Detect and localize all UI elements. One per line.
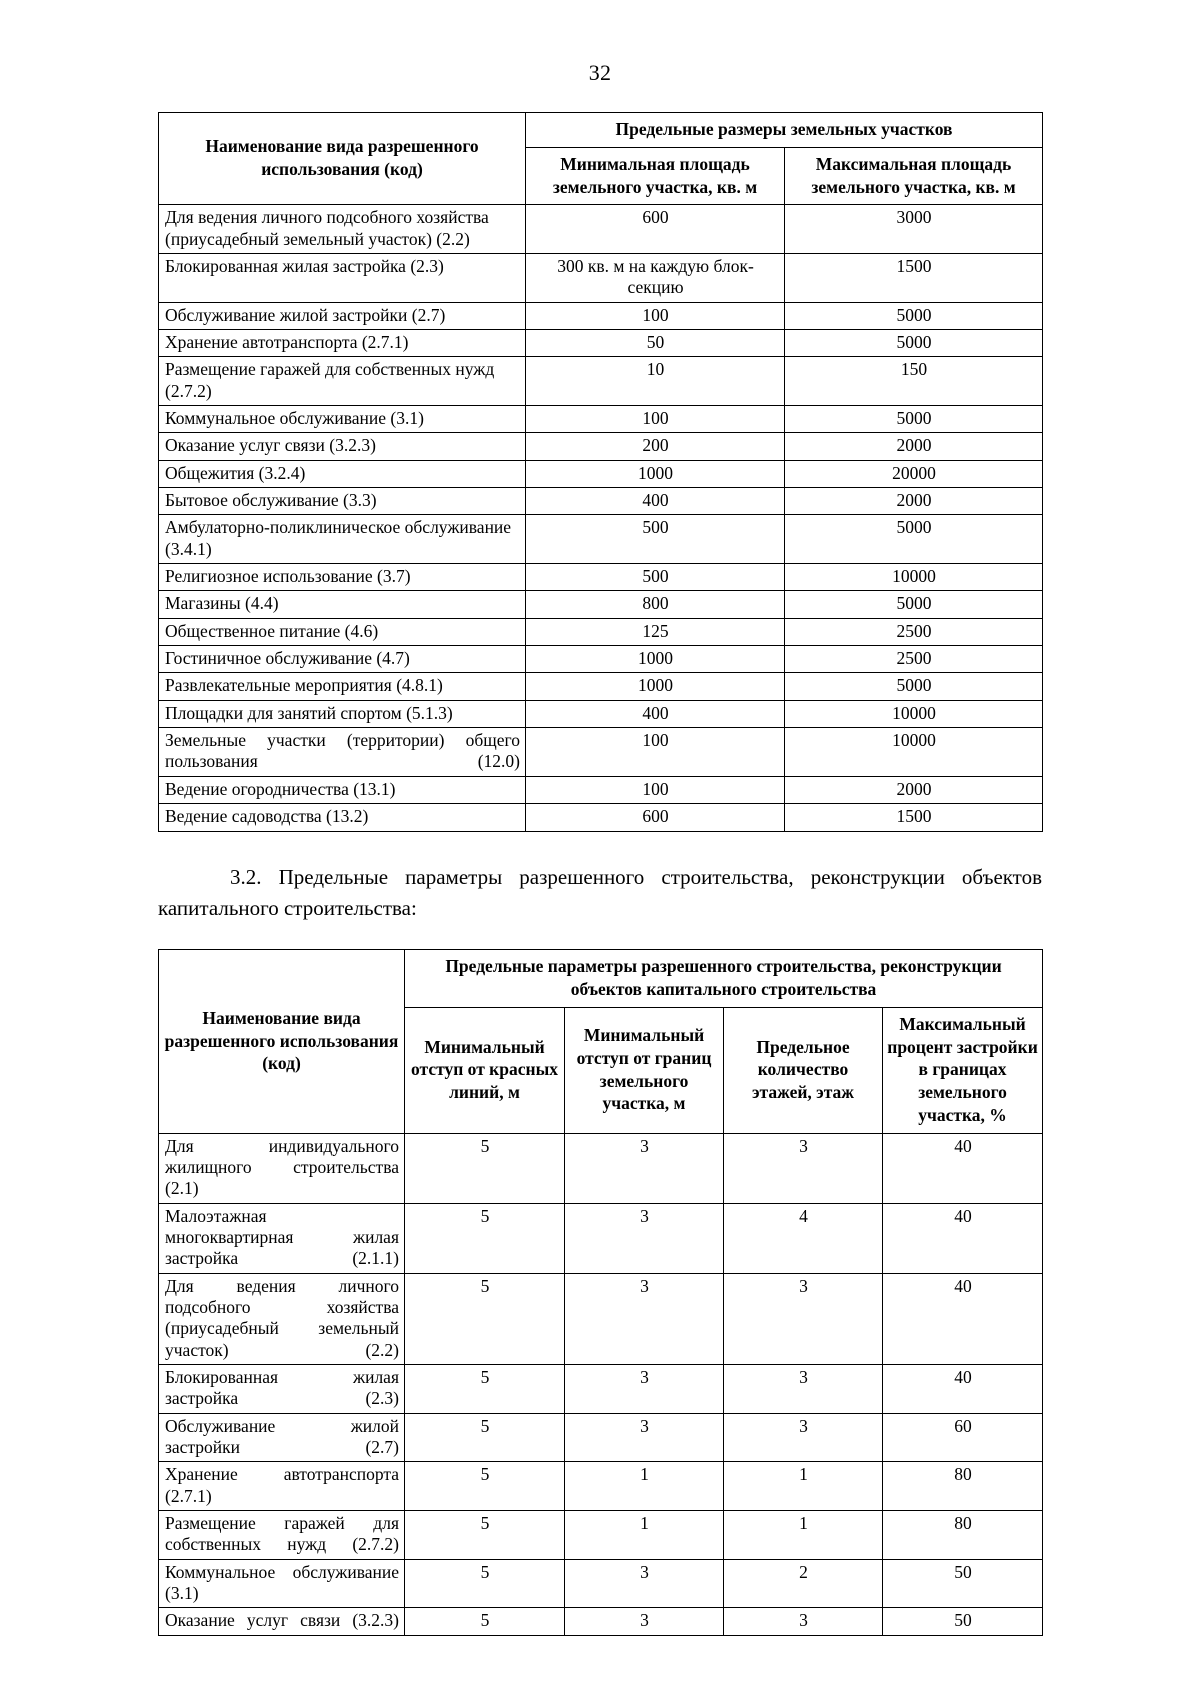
table1-cell-name: Гостиничное обслуживание (4.7) [159, 646, 526, 673]
table1-cell-name: Размещение гаражей для собственных нужд (2.7.2) [159, 357, 526, 406]
table2-cell-setback-bounds: 1 [565, 1511, 724, 1560]
table1-cell-max-area: 2000 [785, 433, 1043, 460]
table-row [159, 515, 1043, 564]
table2-cell-setback-bounds: 3 [565, 1559, 724, 1608]
table2-cell-floors: 1 [724, 1462, 883, 1511]
table1-cell-name: Земельные участки (территории) общего пользования (12.0) [159, 728, 526, 777]
table2-cell-setback-red: 5 [405, 1608, 565, 1635]
table2-cell-coverage: 60 [883, 1413, 1043, 1462]
table-row [159, 302, 1043, 329]
table-row [159, 804, 1043, 831]
table1-cell-max-area: 5000 [785, 515, 1043, 564]
table1-cell-min-area: 600 [526, 205, 785, 254]
table1-cell-name: Развлекательные мероприятия (4.8.1) [159, 673, 526, 700]
table2-cell-setback-bounds: 1 [565, 1462, 724, 1511]
table2-cell-floors: 4 [724, 1203, 883, 1273]
table1-group-header: Предельные размеры земельных участков [526, 113, 1043, 148]
table2-cell-coverage: 80 [883, 1462, 1043, 1511]
table1-cell-name: Площадки для занятий спортом (5.1.3) [159, 700, 526, 727]
table1-cell-min-area: 100 [526, 728, 785, 777]
table-row [159, 1413, 1043, 1462]
table-row [159, 357, 1043, 406]
table1-cell-min-area: 800 [526, 591, 785, 618]
table-row [159, 406, 1043, 433]
table-row [159, 1365, 1043, 1414]
table2-col-floors-header: Предельное количество этажей, этаж [724, 1007, 883, 1133]
table1-cell-min-area: 1000 [526, 673, 785, 700]
table2-cell-floors: 2 [724, 1559, 883, 1608]
table-row [159, 433, 1043, 460]
table-row [159, 1608, 1043, 1635]
table2-cell-setback-red: 5 [405, 1511, 565, 1560]
table1-cell-max-area: 2000 [785, 488, 1043, 515]
table-row [159, 646, 1043, 673]
table2-cell-name: Обслуживание жилой застройки (2.7) [159, 1413, 405, 1462]
table1-cell-min-area: 200 [526, 433, 785, 460]
table1-cell-name: Ведение огородничества (13.1) [159, 776, 526, 803]
table2-cell-coverage: 40 [883, 1133, 1043, 1203]
table2-group-header: Предельные параметры разрешенного строительства, реконструкции объектов капитального строительства [405, 950, 1043, 1008]
table-row [159, 1133, 1043, 1203]
table1-cell-name: Ведение садоводства (13.2) [159, 804, 526, 831]
table1-header-row-1 [159, 113, 1043, 148]
table-row [159, 618, 1043, 645]
table1-cell-max-area: 5000 [785, 406, 1043, 433]
table1-cell-min-area: 100 [526, 302, 785, 329]
table1-col-max-header: Максимальная площадь земельного участка, кв. м [785, 147, 1043, 205]
table1-cell-min-area: 300 кв. м на каждую блок-секцию [526, 253, 785, 302]
table-row [159, 564, 1043, 591]
table1-cell-name: Общежития (3.2.4) [159, 460, 526, 487]
table2-cell-name: Блокированная жилая застройка (2.3) [159, 1365, 405, 1414]
table2-cell-coverage: 80 [883, 1511, 1043, 1560]
table2-cell-name: Для индивидуального жилищного строительства (2.1) [159, 1133, 405, 1203]
table2-cell-coverage: 40 [883, 1203, 1043, 1273]
table1-cell-min-area: 500 [526, 515, 785, 564]
table1-cell-name: Для ведения личного подсобного хозяйства (приусадебный земельный участок) (2.2) [159, 205, 526, 254]
table2-cell-setback-bounds: 3 [565, 1133, 724, 1203]
table2-cell-name: Хранение автотранспорта (2.7.1) [159, 1462, 405, 1511]
table2-cell-setback-red: 5 [405, 1413, 565, 1462]
table1-cell-min-area: 600 [526, 804, 785, 831]
table2-cell-floors: 3 [724, 1413, 883, 1462]
table2-cell-setback-bounds: 3 [565, 1413, 724, 1462]
table2-col-coverage-header: Максимальный процент застройки в границах земельного участка, % [883, 1007, 1043, 1133]
table1-cell-max-area: 5000 [785, 329, 1043, 356]
table2-cell-floors: 1 [724, 1511, 883, 1560]
table-row [159, 591, 1043, 618]
table1-cell-min-area: 100 [526, 776, 785, 803]
table1-body [159, 205, 1043, 831]
page-content [158, 86, 1042, 1636]
table1-cell-min-area: 50 [526, 329, 785, 356]
table-row [159, 1273, 1043, 1364]
table2-cell-setback-red: 5 [405, 1203, 565, 1273]
table-row [159, 1203, 1043, 1273]
table2-cell-coverage: 50 [883, 1608, 1043, 1635]
table1-cell-name: Коммунальное обслуживание (3.1) [159, 406, 526, 433]
table1-cell-name: Оказание услуг связи (3.2.3) [159, 433, 526, 460]
page-number: 32 [588, 60, 612, 85]
table1-cell-name: Религиозное использование (3.7) [159, 564, 526, 591]
table2-cell-setback-bounds: 3 [565, 1273, 724, 1364]
table2-cell-coverage: 40 [883, 1273, 1043, 1364]
table1-cell-min-area: 100 [526, 406, 785, 433]
table2-wrapper [158, 949, 1042, 1635]
table1-cell-min-area: 400 [526, 488, 785, 515]
table1-cell-name: Блокированная жилая застройка (2.3) [159, 253, 526, 302]
table2-cell-name: Малоэтажная многоквартирная жилая застройка (2.1.1) [159, 1203, 405, 1273]
table1-cell-name: Хранение автотранспорта (2.7.1) [159, 329, 526, 356]
table1-cell-min-area: 500 [526, 564, 785, 591]
table2-cell-setback-bounds: 3 [565, 1203, 724, 1273]
table-row [159, 776, 1043, 803]
table2-col-name-header: Наименование вида разрешенного использования (код) [159, 950, 405, 1133]
table1-cell-max-area: 10000 [785, 728, 1043, 777]
table1-cell-min-area: 10 [526, 357, 785, 406]
table2-cell-setback-bounds: 3 [565, 1365, 724, 1414]
table1-col-min-header: Минимальная площадь земельного участка, кв. м [526, 147, 785, 205]
table1-head [159, 113, 1043, 205]
table2-cell-name: Коммунальное обслуживание (3.1) [159, 1559, 405, 1608]
table1-cell-max-area: 3000 [785, 205, 1043, 254]
table2-cell-setback-red: 5 [405, 1462, 565, 1511]
table2-cell-setback-red: 5 [405, 1559, 565, 1608]
table-row [159, 460, 1043, 487]
table1-cell-max-area: 5000 [785, 302, 1043, 329]
table2-cell-floors: 3 [724, 1273, 883, 1364]
section-number: 3.2. [230, 864, 262, 889]
table1-cell-max-area: 2500 [785, 618, 1043, 645]
table1-col-name-header: Наименование вида разрешенного использования (код) [159, 113, 526, 205]
table1-cell-max-area: 1500 [785, 253, 1043, 302]
table2-cell-setback-bounds: 3 [565, 1608, 724, 1635]
table-row [159, 700, 1043, 727]
table1-cell-max-area: 2000 [785, 776, 1043, 803]
table1-cell-name: Бытовое обслуживание (3.3) [159, 488, 526, 515]
section-text: Предельные параметры разрешенного строительства, реконструкции объектов капитального строительства: [158, 864, 1043, 921]
table1-cell-max-area: 1500 [785, 804, 1043, 831]
table2-col-setback-bounds-header: Минимальный отступ от границ земельного участка, м [565, 1007, 724, 1133]
table2-head [159, 950, 1043, 1133]
table-row [159, 673, 1043, 700]
table-row [159, 205, 1043, 254]
table2-cell-floors: 3 [724, 1133, 883, 1203]
table2-cell-coverage: 50 [883, 1559, 1043, 1608]
table2-cell-setback-red: 5 [405, 1365, 565, 1414]
table2-cell-name: Размещение гаражей для собственных нужд (2.7.2) [159, 1511, 405, 1560]
table2-cell-name: Для ведения личного подсобного хозяйства (приусадебный земельный участок) (2.2) [159, 1273, 405, 1364]
table1-cell-name: Магазины (4.4) [159, 591, 526, 618]
table-row [159, 253, 1043, 302]
table1-cell-max-area: 150 [785, 357, 1043, 406]
table-row [159, 1511, 1043, 1560]
table2-cell-setback-red: 5 [405, 1133, 565, 1203]
table-row [159, 1462, 1043, 1511]
table1-cell-name: Обслуживание жилой застройки (2.7) [159, 302, 526, 329]
table1-cell-max-area: 20000 [785, 460, 1043, 487]
table1-cell-max-area: 5000 [785, 591, 1043, 618]
table-row [159, 1559, 1043, 1608]
table2-col-setback-red-header: Минимальный отступ от красных линий, м [405, 1007, 565, 1133]
table2-cell-setback-red: 5 [405, 1273, 565, 1364]
table1-cell-min-area: 1000 [526, 646, 785, 673]
table1-cell-min-area: 1000 [526, 460, 785, 487]
table2-body [159, 1133, 1043, 1635]
table1-cell-min-area: 125 [526, 618, 785, 645]
table2-cell-name: Оказание услуг связи (3.2.3) [159, 1608, 405, 1635]
table1-cell-name: Амбулаторно-поликлиническое обслуживание (3.4.1) [159, 515, 526, 564]
table-row [159, 488, 1043, 515]
table1-cell-max-area: 5000 [785, 673, 1043, 700]
section-3-2-paragraph [158, 862, 1042, 926]
table1-cell-max-area: 2500 [785, 646, 1043, 673]
table2-cell-coverage: 40 [883, 1365, 1043, 1414]
table1-cell-name: Общественное питание (4.6) [159, 618, 526, 645]
table-row [159, 329, 1043, 356]
table-row [159, 728, 1043, 777]
table2-cell-floors: 3 [724, 1365, 883, 1414]
table2-header-row-1 [159, 950, 1043, 1008]
table2-cell-floors: 3 [724, 1608, 883, 1635]
table1-cell-max-area: 10000 [785, 700, 1043, 727]
land-plot-sizes-table [158, 112, 1043, 832]
table1-cell-min-area: 400 [526, 700, 785, 727]
table1-cell-max-area: 10000 [785, 564, 1043, 591]
construction-parameters-table [158, 949, 1043, 1635]
